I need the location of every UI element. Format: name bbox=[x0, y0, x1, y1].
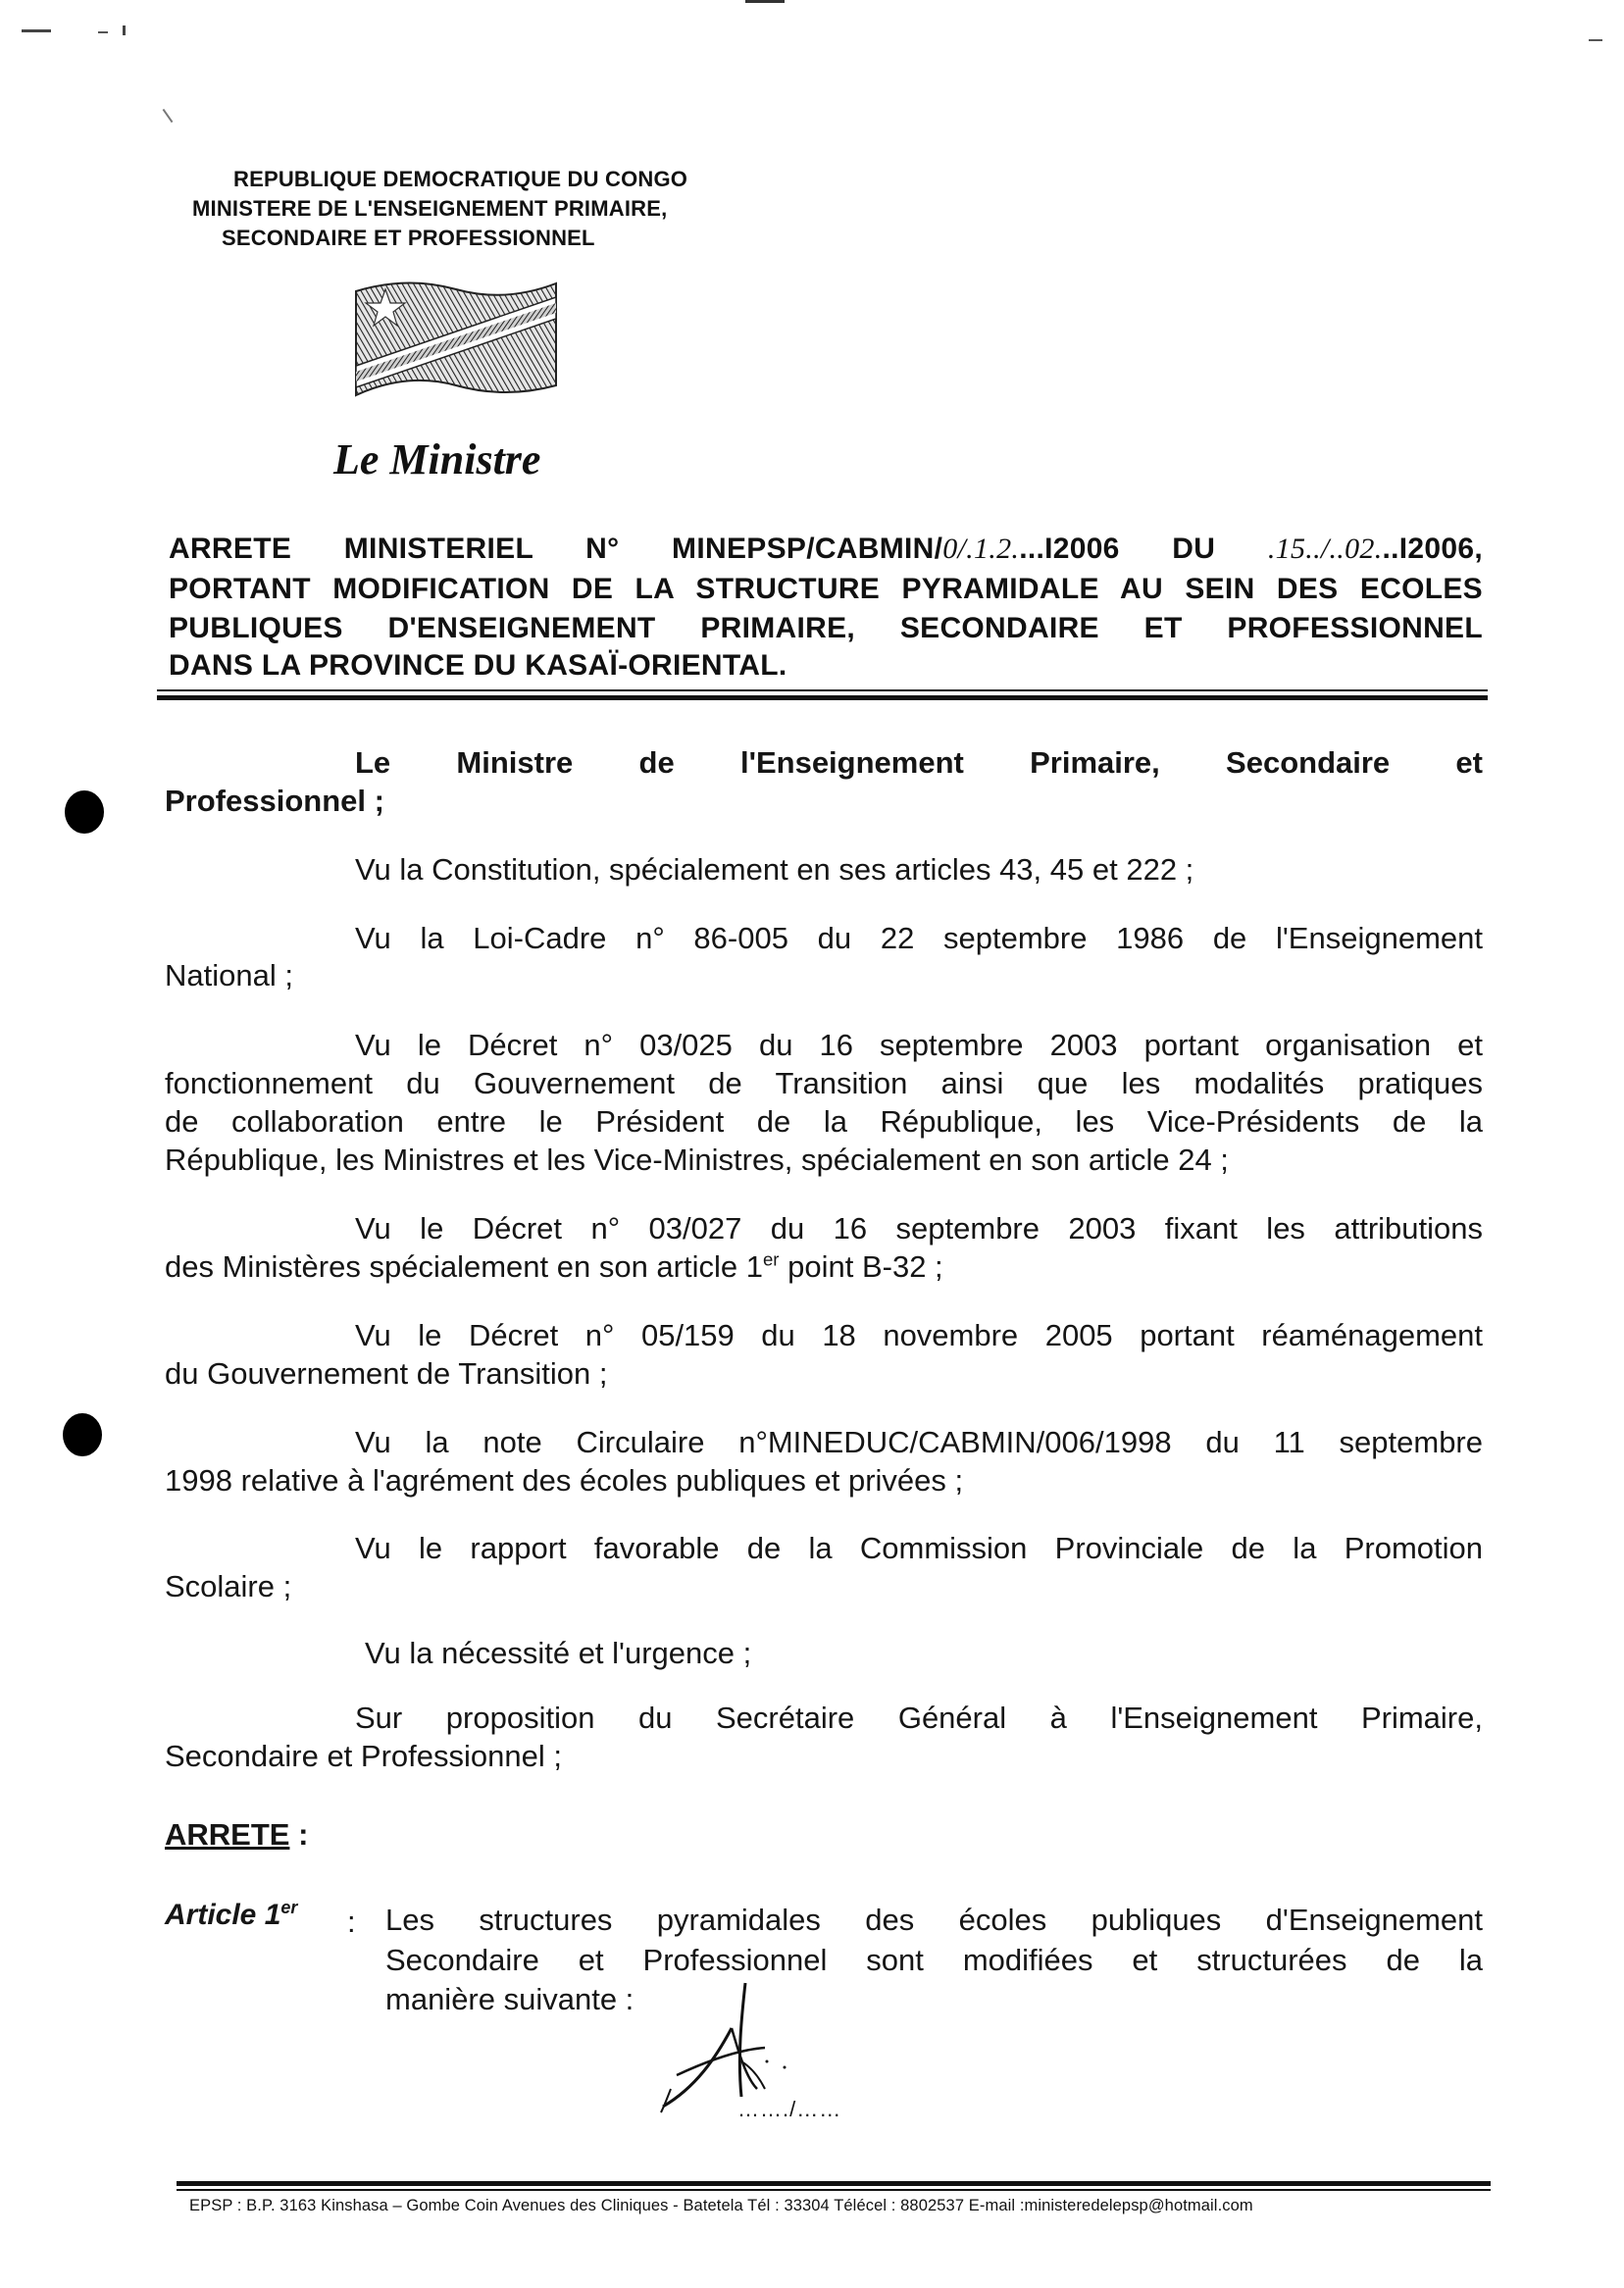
decree-number-prefix: ARRETE MINISTERIEL N° MINEPSP/CABMIN/ bbox=[169, 533, 943, 565]
header-republic: REPUBLIQUE DEMOCRATIQUE DU CONGO bbox=[233, 167, 688, 191]
header-ministry-cont: SECONDAIRE ET PROFESSIONNEL bbox=[222, 226, 595, 250]
decree-title-line3: PUBLIQUES D'ENSEIGNEMENT PRIMAIRE, SECONDAIRE ET PROFESSIONNEL bbox=[169, 612, 1483, 644]
arrete-label: ARRETE bbox=[165, 1817, 290, 1852]
title-rule-thick bbox=[157, 695, 1488, 700]
vu-decret1-l1: Vu le Décret n° 03/025 du 16 septembre 2003 portant organisation et bbox=[355, 1028, 1483, 1062]
vu-loi-cadre-l1: Vu la Loi-Cadre n° 86-005 du 22 septembre 1986 de l'Enseignement bbox=[355, 921, 1483, 955]
article1-l1: Les structures pyramidales des écoles publiques d'Enseignement bbox=[385, 1903, 1483, 1937]
decree-title-line1 bbox=[169, 531, 1483, 568]
scan-speck bbox=[745, 0, 785, 3]
scan-speck bbox=[98, 31, 108, 33]
vu-decret1-l4: République, les Ministres et les Vice-Ministres, spécialement en son article 24 ; bbox=[165, 1143, 1229, 1177]
decree-number-handwritten: 0/.1.2. bbox=[942, 533, 1020, 565]
continuation-marker: ……./…… bbox=[737, 2097, 842, 2121]
article1-label-sup: er bbox=[280, 1898, 298, 1917]
footer-rule-thin bbox=[177, 2189, 1491, 2191]
header-ministry: MINISTERE DE L'ENSEIGNEMENT PRIMAIRE, bbox=[192, 196, 668, 221]
footer-contact: EPSP : B.P. 3163 Kinshasa – Gombe Coin Avenues des Cliniques - Batetela Tél : 33304 Télécel : 8802537 E-mail :ministeredelepsp@hotmail.com bbox=[189, 2197, 1253, 2214]
decree-year-du: ...I2006 DU bbox=[1019, 533, 1216, 565]
vu-decret2-l2-text: des Ministères spécialement en son article 1 bbox=[165, 1249, 763, 1284]
article1-l3: manière suivante : bbox=[385, 1982, 634, 2016]
intro-line2: Professionnel ; bbox=[165, 784, 384, 818]
vu-necessite: Vu la nécessité et l'urgence ; bbox=[365, 1636, 752, 1670]
decree-date-handwritten: .15../..02. bbox=[1267, 533, 1383, 565]
vu-decret2-l2-end: point B-32 ; bbox=[779, 1249, 943, 1284]
article1-label bbox=[165, 1897, 297, 1934]
vu-circulaire-l2: 1998 relative à l'agrément des écoles publiques et privées ; bbox=[165, 1463, 964, 1498]
vu-decret2-l1: Vu le Décret n° 03/027 du 16 septembre 2003 fixant les attributions bbox=[355, 1211, 1483, 1246]
arrete-heading bbox=[165, 1816, 308, 1854]
vu-decret1-l2: fonctionnement du Gouvernement de Transition ainsi que les modalités pratiques bbox=[165, 1066, 1483, 1100]
vu-decret3-l2: du Gouvernement de Transition ; bbox=[165, 1356, 608, 1391]
signature-initials bbox=[647, 1979, 814, 2116]
decree-title-line2: PORTANT MODIFICATION DE LA STRUCTURE PYRAMIDALE AU SEIN DES ECOLES bbox=[169, 573, 1483, 605]
vu-decret3-l1: Vu le Décret n° 05/159 du 18 novembre 2005 portant réaménagement bbox=[355, 1318, 1483, 1352]
title-rule-thin bbox=[157, 689, 1488, 691]
vu-constitution: Vu la Constitution, spécialement en ses articles 43, 45 et 222 ; bbox=[355, 852, 1194, 887]
vu-rapport-l2: Scolaire ; bbox=[165, 1569, 292, 1603]
arrete-colon: : bbox=[289, 1817, 309, 1852]
intro-line1: Le Ministre de l'Enseignement Primaire, Secondaire et bbox=[355, 745, 1483, 780]
vu-decret2-l2 bbox=[165, 1248, 943, 1286]
vu-circulaire-l1: Vu la note Circulaire n°MINEDUC/CABMIN/006/1998 du 11 septembre bbox=[355, 1425, 1483, 1459]
flag-emblem bbox=[348, 270, 564, 417]
proposition-l2: Secondaire et Professionnel ; bbox=[165, 1739, 562, 1773]
vu-loi-cadre-l2: National ; bbox=[165, 958, 293, 992]
vu-decret2-l2-sup: er bbox=[762, 1248, 780, 1270]
scan-speck bbox=[163, 109, 174, 123]
article1-label-text: Article 1 bbox=[165, 1899, 281, 1931]
minister-title: Le Ministre bbox=[333, 435, 541, 483]
footer-rule-thick bbox=[177, 2181, 1491, 2186]
punch-hole bbox=[63, 1413, 102, 1456]
decree-title-line4: DANS LA PROVINCE DU KASAÏ-ORIENTAL. bbox=[169, 649, 787, 682]
article1-l2: Secondaire et Professionnel sont modifiées et structurées de la bbox=[385, 1943, 1483, 1977]
decree-year-end: ..I2006, bbox=[1382, 533, 1483, 565]
vu-rapport-l1: Vu le rapport favorable de la Commission Provinciale de la Promotion bbox=[355, 1531, 1483, 1565]
punch-hole bbox=[65, 790, 104, 834]
article1-colon: : bbox=[347, 1905, 356, 1939]
scan-speck bbox=[1589, 39, 1602, 41]
scan-speck bbox=[22, 29, 51, 32]
scan-speck bbox=[123, 25, 126, 35]
vu-decret1-l3: de collaboration entre le Président de la République, les Vice-Présidents de la bbox=[165, 1104, 1483, 1139]
proposition-l1: Sur proposition du Secrétaire Général à l'Enseignement Primaire, bbox=[355, 1701, 1483, 1735]
